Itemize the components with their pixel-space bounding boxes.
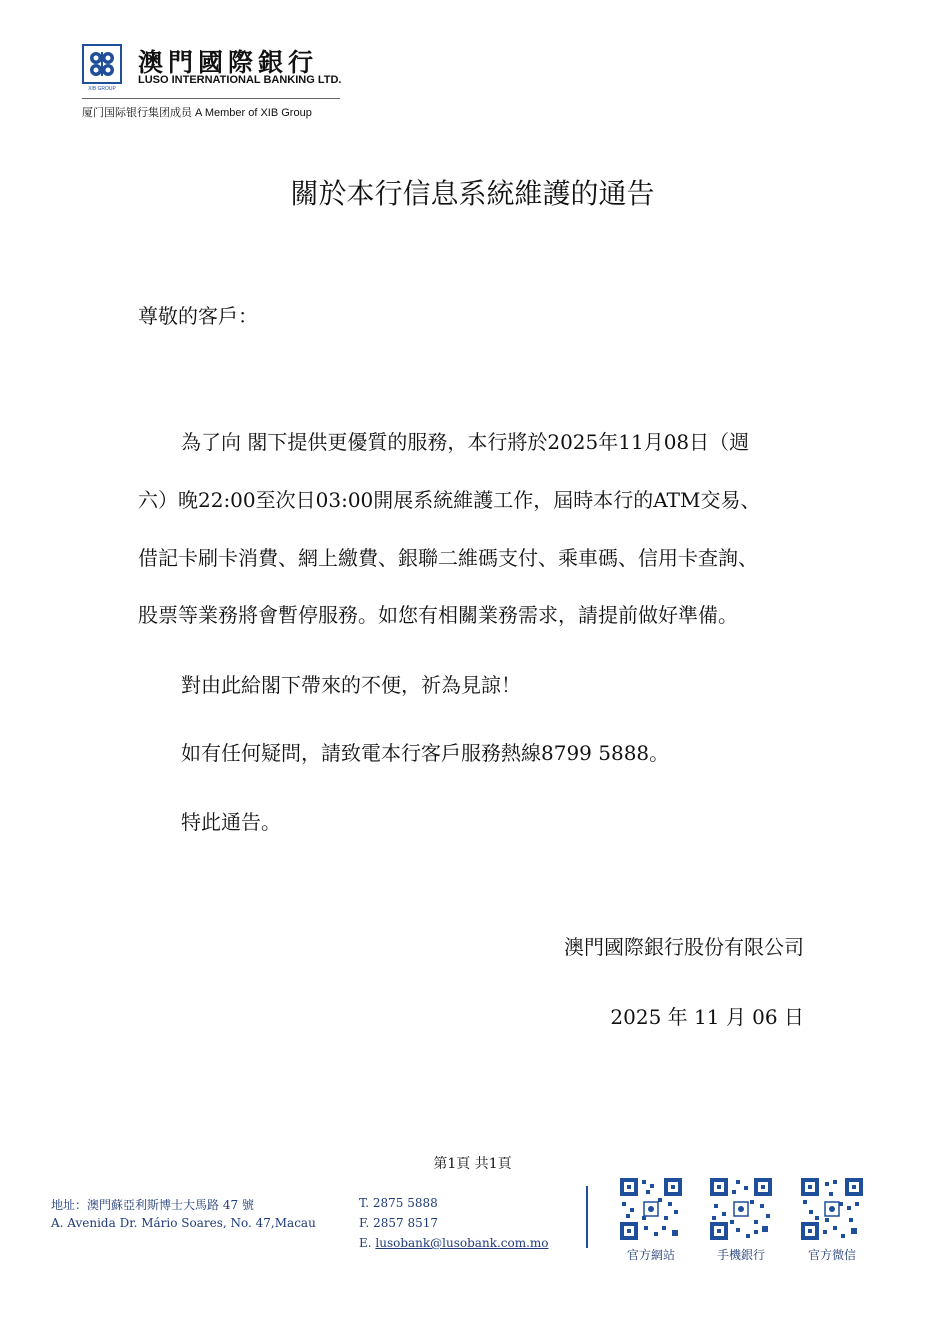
hotline-text: 如有任何疑問，請致電本行客戶服務熱線8799 5888。 xyxy=(181,741,670,765)
paragraph-line-2: 六）晚22:00至次日03:00開展系統維護工作，屆時本行的ATM交易、 xyxy=(138,488,761,512)
bank-logo-mark xyxy=(82,44,122,92)
signature-date: 2025 年 11 月 06 日 xyxy=(610,1005,804,1029)
paragraph-line-4: 股票等業務將會暫停服務。如您有相關業務需求，請提前做好準備。 xyxy=(138,603,738,627)
phone-number: T. 2875 5888 xyxy=(359,1196,438,1210)
qr-code-icon xyxy=(799,1176,865,1242)
email-link[interactable]: lusobank@lusobank.com.mo xyxy=(375,1236,549,1250)
notice-title: 關於本行信息系統維護的通告 xyxy=(290,177,655,210)
qr-label-mobile-banking: 手機銀行 xyxy=(716,1248,765,1262)
qr-wechat[interactable] xyxy=(799,1176,872,1263)
signature-company: 澳門國際銀行股份有限公司 xyxy=(564,935,804,959)
address-english: A. Avenida Dr. Mário Soares, No. 47,Macau xyxy=(51,1216,316,1230)
logo-group-text: XIB GROUP xyxy=(88,86,116,92)
bank-name-english: LUSO INTERNATIONAL BANKING LTD. xyxy=(138,74,342,86)
qr-label-website: 官方網站 xyxy=(626,1248,675,1262)
qr-code-icon xyxy=(618,1176,684,1242)
footer-divider xyxy=(586,1186,588,1248)
closing-text: 特此通告。 xyxy=(181,810,281,834)
qr-website[interactable] xyxy=(618,1176,691,1263)
address-chinese: 地址：澳門蘇亞利斯博士大馬路 47 號 xyxy=(51,1198,254,1212)
fax-number: F. 2857 8517 xyxy=(359,1216,438,1230)
email-prefix: E. xyxy=(359,1236,376,1250)
email-line xyxy=(359,1236,549,1256)
header-divider xyxy=(82,98,340,99)
footer-address xyxy=(51,1196,316,1236)
group-tagline: 厦门国际银行集团成员 A Member of XIB Group xyxy=(82,107,312,119)
salutation: 尊敬的客戶： xyxy=(138,304,258,328)
qr-code-icon xyxy=(708,1176,774,1242)
page-number: 第1頁 共1頁 xyxy=(433,1156,512,1172)
paragraph-line-1: 為了向 閣下提供更優質的服務，本行將於2025年11月08日（週 xyxy=(181,430,750,454)
paragraph-line-3: 借記卡刷卡消費、網上繳費、銀聯二維碼支付、乘車碼、信用卡查詢、 xyxy=(138,546,758,570)
qr-label-wechat: 官方微信 xyxy=(807,1248,856,1262)
bank-name-chinese: 澳門國際銀行 xyxy=(138,48,319,77)
qr-mobile-banking[interactable] xyxy=(708,1176,781,1263)
footer-contact xyxy=(359,1196,549,1256)
apology-text: 對由此給閣下帶來的不便，祈為見諒！ xyxy=(181,673,521,697)
